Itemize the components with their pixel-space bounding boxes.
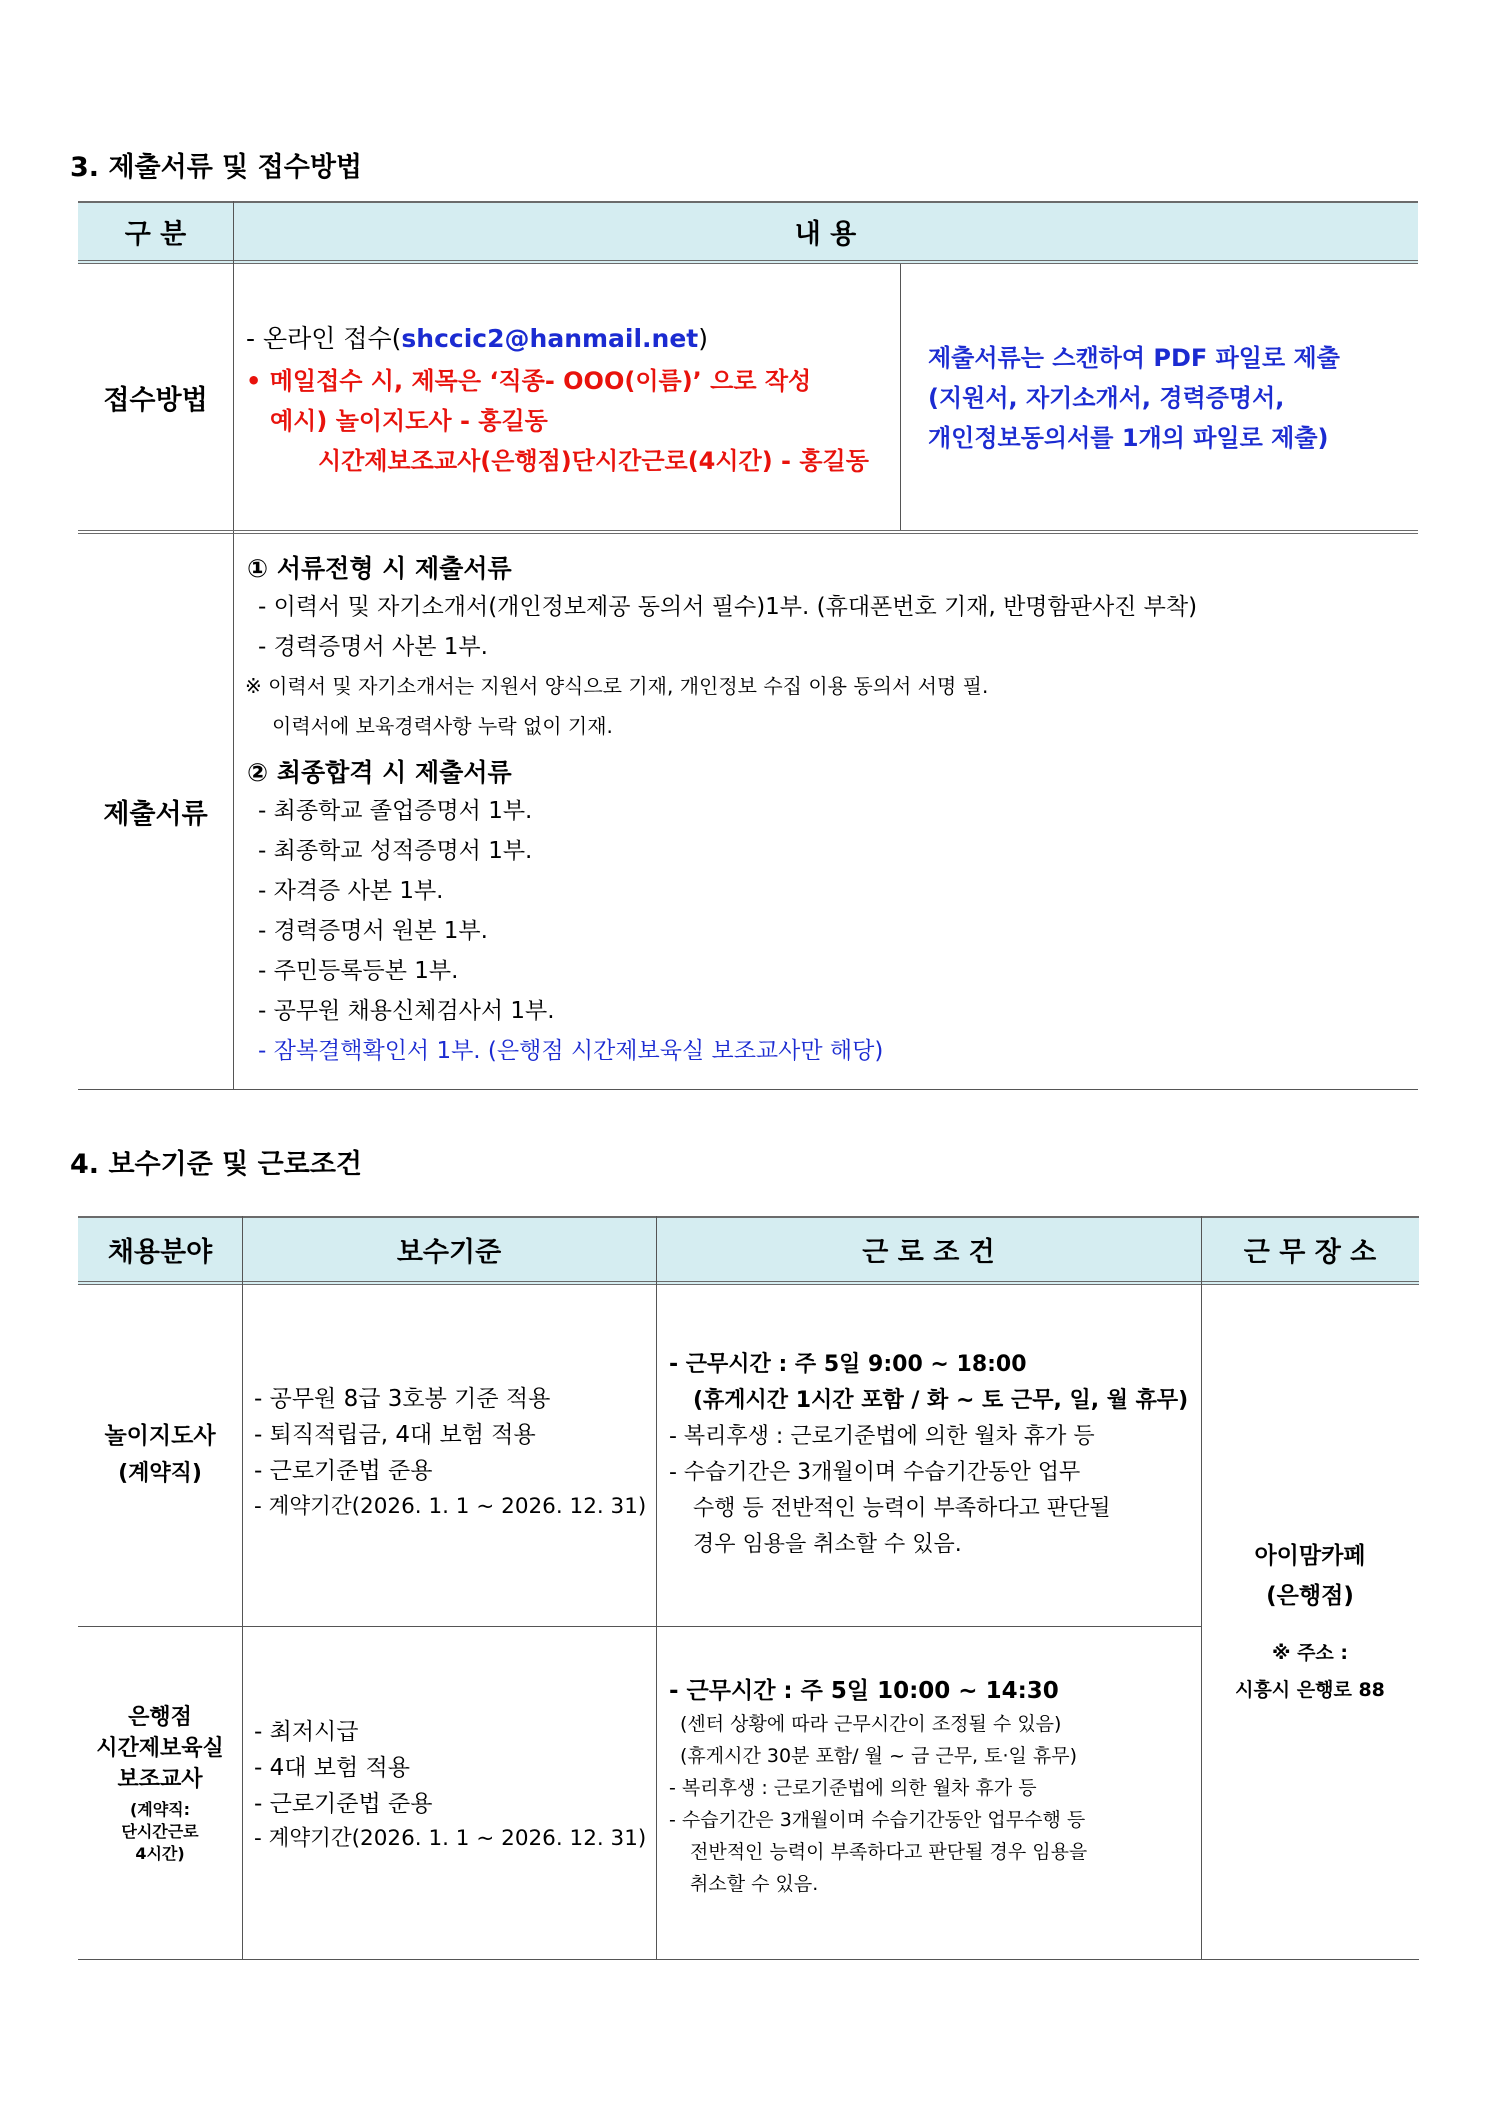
address: 시흥시 은행로 88 xyxy=(1235,1679,1385,1701)
section3-title: 3. 제출서류 및 접수방법 xyxy=(70,152,362,183)
place-branch: (은행점) xyxy=(1266,1583,1354,1609)
header-category: 구 분 xyxy=(124,219,187,250)
cond-trial: 경우 임용을 취소할 수 있음. xyxy=(693,1532,962,1557)
field-assistant-type: (계약직: xyxy=(129,1800,191,1819)
pay-item: - 근로기준법 준용 xyxy=(254,1791,433,1817)
stage1-note-1: ※ 이력서 및 자기소개서는 지원서 양식으로 기재, 개인정보 수집 이용 동의서 서명 필. xyxy=(245,674,989,698)
header-content: 내 용 xyxy=(794,219,857,250)
pay-item: - 퇴직적립금, 4대 보험 적용 xyxy=(254,1422,536,1448)
email-link[interactable]: shccic2@hanmail.net xyxy=(401,324,699,353)
row-divider xyxy=(78,1959,1419,1960)
cond-trial: 취소할 수 있음. xyxy=(690,1873,819,1895)
pay-item: - 계약기간(2026. 1. 1 ~ 2026. 12. 31) xyxy=(254,1494,647,1519)
stage2-title: ② 최종합격 시 제출서류 xyxy=(247,758,512,787)
example-2: 시간제보조교사(은행점)단시간근로(4시간) - 홍길동 xyxy=(318,447,869,475)
divider xyxy=(242,1216,243,1960)
cond-welfare: - 복리후생 : 근로기준법에 의한 월차 휴가 등 xyxy=(669,1424,1095,1449)
stage2-item: - 공무원 채용신체검사서 1부. xyxy=(258,998,555,1024)
header-conditions: 근 로 조 건 xyxy=(862,1237,995,1268)
pay-item: - 근로기준법 준용 xyxy=(254,1458,433,1484)
divider xyxy=(233,201,234,1090)
pay-item: - 공무원 8급 3호봉 기준 적용 xyxy=(254,1386,551,1412)
pay-item: - 4대 보험 적용 xyxy=(254,1755,410,1781)
row-divider xyxy=(78,1626,1201,1627)
pdf-note-1: 제출서류는 스캔하여 PDF 파일로 제출 xyxy=(928,344,1340,372)
stage2-blue-item: - 잠복결핵확인서 1부. (은행점 시간제보육실 보조교사만 해당) xyxy=(258,1038,884,1064)
submission-table-header xyxy=(78,201,1418,264)
place-name: 아이맘카페 xyxy=(1254,1543,1366,1569)
pay-item: - 최저시급 xyxy=(254,1719,359,1745)
online-submission xyxy=(246,323,708,354)
cond-adjust: (센터 상황에 따라 근무시간이 조정될 수 있음) xyxy=(680,1713,1062,1735)
online-prefix: - 온라인 접수( xyxy=(246,324,402,353)
cond-welfare: - 복리후생 : 근로기준법에 의한 월차 휴가 등 xyxy=(669,1777,1037,1799)
row-divider xyxy=(78,530,1418,534)
pdf-note-3: 개인정보동의서를 1개의 파일로 제출) xyxy=(928,424,1329,452)
cond-hours: - 근무시간 : 주 5일 9:00 ~ 18:00 xyxy=(669,1352,1027,1377)
header-pay: 보수기준 xyxy=(396,1237,502,1268)
header-place: 근 무 장 소 xyxy=(1243,1237,1377,1268)
divider xyxy=(656,1216,657,1960)
field-assistant-type: 4시간) xyxy=(135,1844,185,1863)
cond-trial: - 수습기간은 3개월이며 수습기간동안 업무수행 등 xyxy=(669,1809,1086,1831)
email-rule xyxy=(246,366,811,396)
field-playguide: 놀이지도사 xyxy=(104,1423,216,1449)
stage1-item: - 이력서 및 자기소개서(개인정보제공 동의서 필수)1부. (휴대폰번호 기재, 반명함판사진 부착) xyxy=(258,594,1198,620)
stage2-item: - 경력증명서 원본 1부. xyxy=(258,918,488,944)
address-label: ※ 주소 : xyxy=(1271,1642,1348,1664)
stage1-title: ① 서류전형 시 제출서류 xyxy=(247,554,512,583)
cond-break: (휴게시간 1시간 포함 / 화 ~ 토 근무, 일, 월 휴무) xyxy=(693,1388,1189,1413)
pdf-note-2: (지원서, 자기소개서, 경력증명서, xyxy=(928,384,1285,412)
pay-item: - 계약기간(2026. 1. 1 ~ 2026. 12. 31) xyxy=(254,1826,647,1851)
stage1-note-2: 이력서에 보육경력사항 누락 없이 기재. xyxy=(272,714,613,738)
example-1: 예시) 놀이지도사 - 홍길동 xyxy=(270,407,548,435)
field-playguide-type: (계약직) xyxy=(118,1461,202,1486)
section4-title: 4. 보수기준 및 근로조건 xyxy=(70,1149,362,1180)
row-divider xyxy=(78,1089,1418,1090)
cond-trial: - 수습기간은 3개월이며 수습기간동안 업무 xyxy=(669,1460,1081,1485)
field-assistant-type: 단시간근로 xyxy=(121,1822,199,1841)
cond-trial: 수행 등 전반적인 능력이 부족하다고 판단될 xyxy=(693,1496,1111,1521)
documents-label: 제출서류 xyxy=(103,799,208,830)
header-field: 채용분야 xyxy=(107,1237,213,1268)
bullet-icon: • xyxy=(246,367,262,395)
field-assistant: 은행점 xyxy=(128,1705,192,1730)
cond-break: (휴게시간 30분 포함/ 월 ~ 금 근무, 토·일 휴무) xyxy=(680,1745,1078,1767)
pay-table-header xyxy=(78,1216,1419,1285)
stage2-item: - 자격증 사본 1부. xyxy=(258,878,444,904)
online-suffix: ) xyxy=(698,324,709,353)
method-label: 접수방법 xyxy=(103,384,208,416)
divider xyxy=(900,264,901,531)
cond-trial: 전반적인 능력이 부족하다고 판단될 경우 임용을 xyxy=(690,1841,1088,1863)
email-rule-text: 메일접수 시, 제목은 ‘직종- OOO(이름)’ 으로 작성 xyxy=(269,367,812,395)
stage1-item: - 경력증명서 사본 1부. xyxy=(258,634,488,660)
stage2-item: - 최종학교 성적증명서 1부. xyxy=(258,838,533,864)
field-assistant: 보조교사 xyxy=(117,1767,203,1792)
cond-hours: - 근무시간 : 주 5일 10:00 ~ 14:30 xyxy=(669,1678,1059,1704)
stage2-item: - 주민등록등본 1부. xyxy=(258,958,459,984)
stage2-item: - 최종학교 졸업증명서 1부. xyxy=(258,798,533,824)
field-assistant: 시간제보육실 xyxy=(96,1736,224,1761)
